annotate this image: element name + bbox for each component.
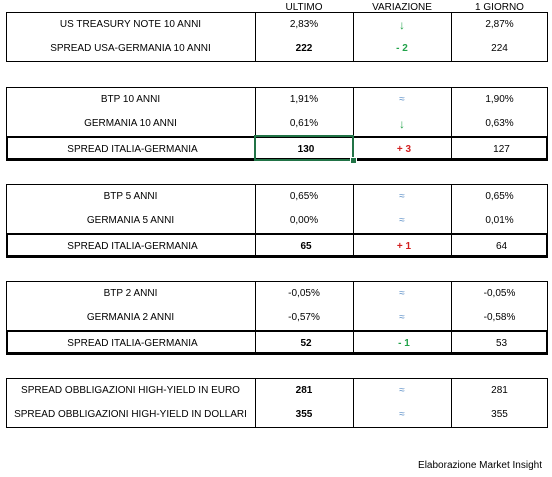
- ultimo-value[interactable]: -0,05%: [288, 288, 320, 299]
- row-label[interactable]: SPREAD ITALIA-GERMANIA: [67, 144, 198, 155]
- fill-handle[interactable]: [350, 157, 357, 164]
- ultimo-value[interactable]: 355: [295, 409, 313, 420]
- variazione-value[interactable]: - 1: [398, 338, 410, 349]
- row-label[interactable]: SPREAD USA-GERMANIA 10 ANNI: [50, 43, 211, 54]
- row-label[interactable]: SPREAD ITALIA-GERMANIA: [67, 338, 198, 349]
- variazione-value[interactable]: + 3: [396, 144, 412, 155]
- summary-row: [6, 233, 548, 257]
- table-row: [6, 88, 548, 112]
- credit-note: Elaborazione Market Insight: [418, 460, 542, 471]
- giorno-value[interactable]: -0,58%: [483, 312, 516, 323]
- table-row: [6, 282, 548, 306]
- giorno-value[interactable]: 281: [491, 385, 508, 396]
- ultimo-value[interactable]: 2,83%: [289, 19, 319, 30]
- row-label[interactable]: GERMANIA 2 ANNI: [86, 312, 175, 323]
- table-section: [6, 184, 548, 258]
- approx-icon[interactable]: ≈: [399, 288, 405, 299]
- approx-icon[interactable]: ≈: [399, 191, 405, 202]
- row-label[interactable]: GERMANIA 10 ANNI: [84, 118, 177, 129]
- approx-icon[interactable]: ≈: [399, 215, 405, 226]
- giorno-value[interactable]: 53: [495, 338, 508, 349]
- table-row: [6, 37, 548, 61]
- giorno-value[interactable]: -0,05%: [483, 288, 516, 299]
- variazione-value[interactable]: - 2: [396, 43, 408, 54]
- column-header-1-giorno: 1 GIORNO: [475, 2, 524, 13]
- arrow-down-icon[interactable]: ↓: [399, 18, 405, 32]
- giorno-value[interactable]: 127: [493, 144, 510, 155]
- ultimo-value[interactable]: 65: [300, 241, 312, 252]
- row-label[interactable]: SPREAD OBBLIGAZIONI HIGH-YIELD IN EURO: [21, 385, 240, 396]
- row-label[interactable]: GERMANIA 5 ANNI: [86, 215, 175, 226]
- row-label[interactable]: SPREAD OBBLIGAZIONI HIGH-YIELD IN DOLLARI: [14, 409, 247, 420]
- approx-icon[interactable]: ≈: [399, 409, 405, 420]
- table-row: [6, 379, 548, 403]
- row-label[interactable]: BTP 10 ANNI: [100, 94, 161, 105]
- summary-row: [6, 330, 548, 354]
- arrow-down-icon[interactable]: ↓: [399, 117, 405, 131]
- ultimo-value[interactable]: 1,91%: [289, 94, 319, 105]
- ultimo-value[interactable]: -0,57%: [288, 312, 320, 323]
- column-header-ultimo: ULTIMO: [285, 2, 323, 13]
- row-label[interactable]: US TREASURY NOTE 10 ANNI: [59, 19, 202, 30]
- row-label[interactable]: BTP 5 ANNI: [103, 191, 158, 202]
- table-row: [6, 185, 548, 209]
- ultimo-value[interactable]: 0,00%: [289, 215, 319, 226]
- giorno-value[interactable]: 355: [491, 409, 508, 420]
- ultimo-value[interactable]: 0,61%: [289, 118, 319, 129]
- row-label[interactable]: BTP 2 ANNI: [103, 288, 158, 299]
- row-label[interactable]: SPREAD ITALIA-GERMANIA: [67, 241, 198, 252]
- giorno-value[interactable]: 0,63%: [485, 118, 514, 129]
- ultimo-value[interactable]: 0,65%: [289, 191, 319, 202]
- cell-selection[interactable]: [254, 135, 354, 161]
- table-section: [6, 281, 548, 355]
- approx-icon[interactable]: ≈: [399, 94, 405, 105]
- approx-icon[interactable]: ≈: [399, 312, 405, 323]
- table-section: [6, 378, 548, 428]
- giorno-value[interactable]: 224: [491, 43, 508, 54]
- table-section: [6, 12, 548, 62]
- column-header-variazione: VARIAZIONE: [372, 2, 432, 13]
- giorno-value[interactable]: 1,90%: [485, 94, 514, 105]
- approx-icon[interactable]: ≈: [399, 385, 405, 396]
- table-row: [6, 403, 548, 427]
- ultimo-value[interactable]: 52: [300, 338, 312, 349]
- table-row: [6, 306, 548, 330]
- ultimo-value[interactable]: 130: [297, 144, 315, 155]
- giorno-value[interactable]: 0,65%: [485, 191, 514, 202]
- table-row: [6, 112, 548, 136]
- giorno-value[interactable]: 2,87%: [485, 19, 514, 30]
- table-row: [6, 209, 548, 233]
- table-row: [6, 13, 548, 37]
- giorno-value[interactable]: 64: [495, 241, 508, 252]
- ultimo-value[interactable]: 281: [295, 385, 313, 396]
- giorno-value[interactable]: 0,01%: [485, 215, 514, 226]
- ultimo-value[interactable]: 222: [295, 43, 313, 54]
- variazione-value[interactable]: + 1: [396, 241, 412, 252]
